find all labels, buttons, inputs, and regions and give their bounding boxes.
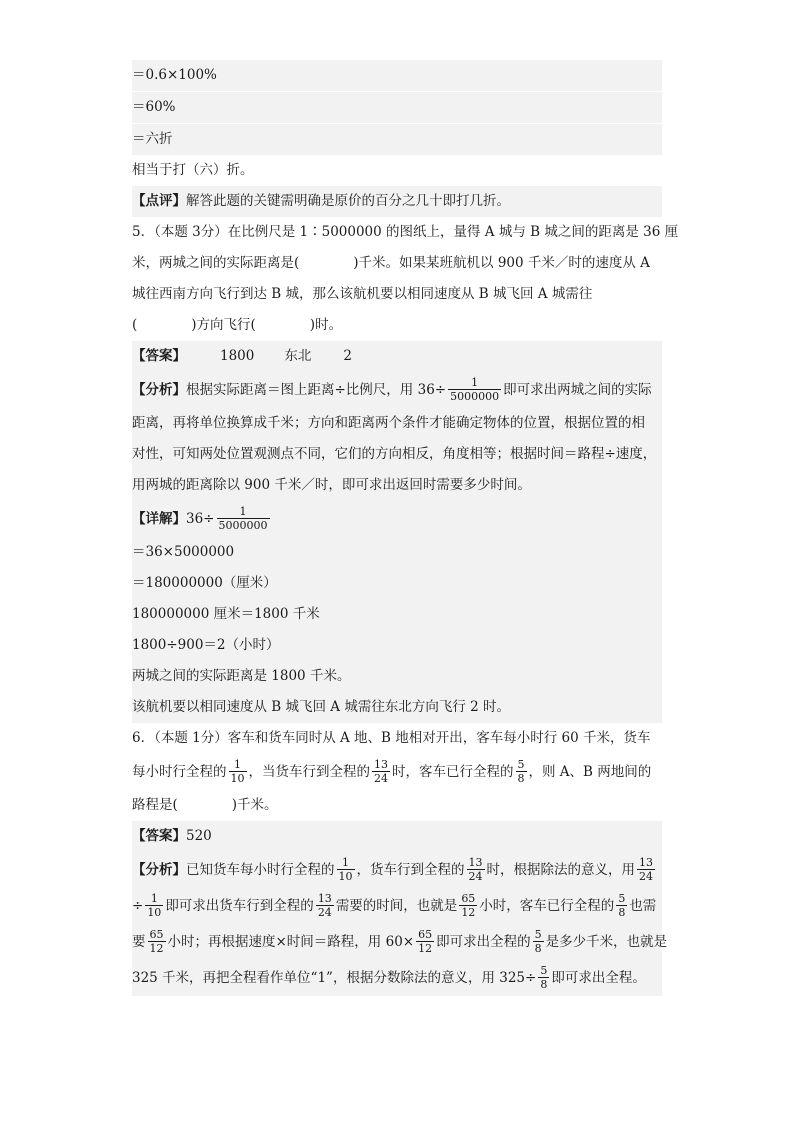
fraction [337,856,355,883]
analysis-text: 小时，客车已行全程的 [479,898,615,914]
question-5-text: 米，两城之间的实际距离是( )千米。如果某班航机以 900 千米／时的速度从 A [132,255,650,271]
question-6-text: 路程是( )千米。 [132,797,278,813]
denominator: 24 [317,906,332,919]
detail-tag: 【详解】 [132,511,186,527]
question-text: 时，客车已行全程的 [392,764,514,780]
question-6-text: 6．（本题 1分）客车和货车同时从 A 地、B 地相对开出，客车每小时行 60 千米，货车 [132,730,651,746]
conclusion-line: 相当于打（六）折。 [132,162,254,178]
denominator: 8 [540,978,548,991]
analysis-text: 要 [132,934,146,950]
fraction [448,376,501,403]
fraction [516,758,527,785]
fraction [316,892,334,919]
fraction [229,758,247,785]
numerator: 5 [618,892,626,905]
question-5-text: 5．（本题 3分）在比例尺是 1∶5000000 的图纸上，量得 A 城与 B 城之间的距离是 36 厘 [132,224,679,240]
analysis-text: 是多少千米，也就是 [545,934,668,950]
question-5-text: 城往西南方向飞行到达 B 城，那么该航机要以相同速度从 B 城飞回 A 城需往 [132,286,593,302]
analysis-6-line [132,960,662,996]
detail-5-line: ＝180000000（厘米） [132,568,662,599]
denominator: 5000000 [450,390,500,403]
calc-line: ＝0.6×100% [132,60,662,91]
analysis-5-line: 对性，可知两处位置观测点不同，它们的方向相反，角度相等；根据时间＝路程÷速度， [132,439,662,470]
question-6-text [132,754,662,790]
detail-5-line: 两城之间的实际距离是 1800 千米。 [132,661,662,692]
analysis-text: 325 千米，再把全程看作单位“1”，根据分数除法的意义，用 325÷ [132,970,537,986]
numerator: 13 [639,856,653,869]
numerator: 13 [374,758,388,771]
analysis-tag: 【分析】 [132,862,186,878]
denominator: 24 [639,870,653,883]
analysis-text: 需要的时间，也就是 [335,898,458,914]
analysis-6-line [132,924,668,960]
answer-value: 520 [186,828,212,844]
detail-5-line: 180000000 厘米＝1800 千米 [132,599,662,630]
analysis-text: 即可求出两城之间的实际 [503,382,652,398]
fraction [148,928,166,955]
answer-value: 东北 [284,348,312,364]
analysis-text: 已知货车每小时行全程的 [186,862,335,878]
fraction [616,892,627,919]
fraction [538,964,549,991]
fraction [145,892,163,919]
numerator: 13 [317,892,332,905]
question-5-text: ( )方向飞行( )时。 [132,317,343,333]
analysis-5-line: 用两城的距离除以 900 千米／时，即可求出返回时需要多少时间。 [132,470,662,501]
analysis-text: ，货车行到全程的 [356,862,465,878]
answer-value: 2 [343,348,352,364]
comment-tag: 【点评】 [132,193,186,209]
answer-5-line [132,341,662,372]
fraction [217,505,270,532]
denominator: 12 [418,942,433,955]
question-text: 每小时行全程的 [132,764,227,780]
denominator: 24 [468,870,483,883]
answer-tag: 【答案】 [132,348,186,364]
analysis-text: 根据实际距离＝图上距离÷比例尺，用 36÷ [186,382,447,398]
numerator: 1 [145,892,163,906]
numerator: 65 [461,892,476,905]
denominator: 5000000 [218,519,268,532]
fraction [637,856,655,883]
analysis-text: 即可求出货车行到全程的 [165,898,314,914]
detail-5-line: 该航机要以相同速度从 B 城飞回 A 城需往东北方向飞行 2 时。 [132,692,662,723]
numerator: 65 [149,928,164,941]
analysis-text: 即可求出全程。 [551,970,646,986]
detail-5-line: ＝36×5000000 [132,537,662,568]
question-text: ，当货车行到全程的 [248,764,370,780]
comment-text: 解答此题的关键需明确是原价的百分之几十即打几折。 [186,193,510,209]
numerator: 13 [468,856,483,869]
calc-line: ＝60% [132,91,662,123]
denominator: 10 [338,870,353,883]
analysis-text: ÷ [132,898,144,914]
denominator: 12 [149,942,164,955]
numerator: 5 [517,758,525,771]
denominator: 8 [534,942,542,955]
answer-6-line [132,821,662,852]
document-page [132,60,679,996]
analysis-6-line [132,888,662,924]
detail-5-line [132,501,662,537]
analysis-5-line [132,372,662,408]
analysis-text: 小时；再根据速度×时间＝路程，用 60× [167,934,415,950]
numerator: 1 [217,505,270,519]
analysis-text: 即可求出全程的 [436,934,531,950]
fraction [416,928,434,955]
numerator: 1 [337,856,355,870]
answer-value: 1800 [220,348,255,364]
analysis-text: 也需 [629,898,657,914]
calc-line: ＝六折 [132,123,662,155]
numerator: 5 [540,964,548,977]
denominator: 10 [147,906,162,919]
fraction [467,856,485,883]
fraction [459,892,477,919]
fraction [372,758,390,785]
comment-line [132,186,662,217]
analysis-5-line: 距离，再将单位换算成千米；方向和距离两个条件才能确定物体的位置，根据位置的相 [132,408,662,439]
fraction [533,928,544,955]
numerator: 5 [534,928,542,941]
analysis-6-line [132,852,662,888]
answer-tag: 【答案】 [132,828,186,844]
analysis-text: 时，根据除法的意义，用 [486,862,635,878]
denominator: 8 [618,906,626,919]
denominator: 12 [461,906,476,919]
analysis-tag: 【分析】 [132,382,186,398]
detail-5-line: 1800÷900＝2（小时） [132,630,662,661]
denominator: 10 [230,772,245,785]
numerator: 1 [229,758,247,772]
numerator: 65 [418,928,433,941]
detail-text: 36÷ [186,511,215,527]
question-text: ，则 A、B 两地间的 [528,764,652,780]
numerator: 1 [448,376,501,390]
denominator: 24 [374,772,388,785]
denominator: 8 [517,772,525,785]
